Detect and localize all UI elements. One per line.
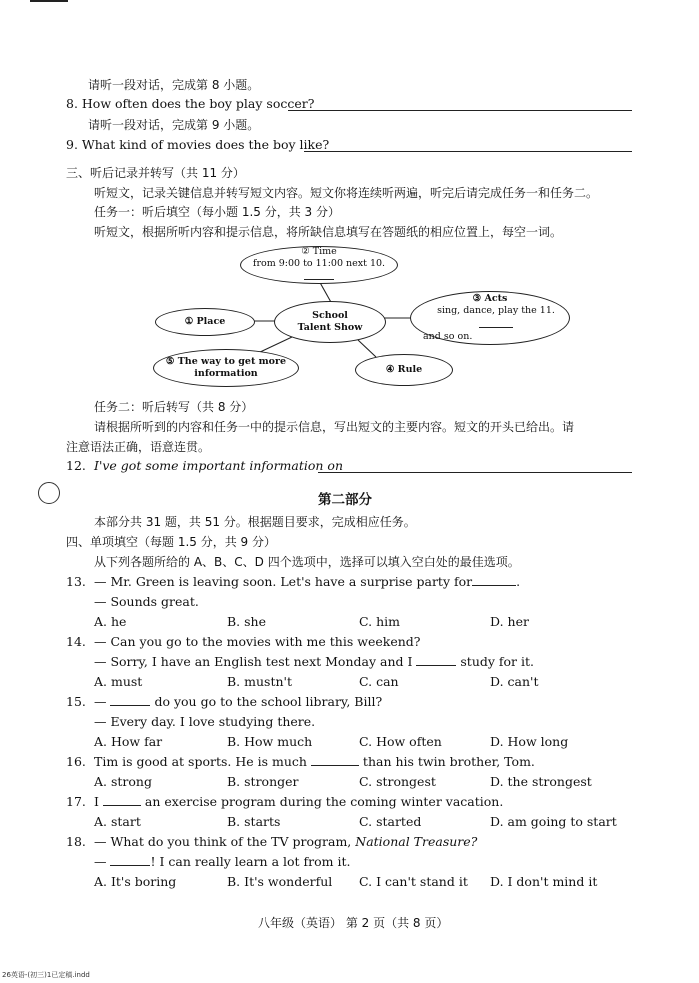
mindmap-place-label: ① Place [184, 316, 226, 328]
q18-option-c[interactable]: C. I can't stand it [359, 874, 468, 889]
q16-text: Tim is good at sports. He is much [94, 754, 307, 769]
question-15-number: 15. [66, 694, 86, 709]
task-1-title: 任务一：听后填空（每小题 1.5 分，共 3 分） [94, 205, 340, 219]
mindmap-center-bubble [274, 301, 386, 343]
q13-blank[interactable] [472, 575, 516, 586]
binding-hole [38, 482, 60, 504]
question-18-number: 18. [66, 834, 86, 849]
mindmap-rule-label: ④ Rule [385, 364, 423, 376]
mindmap-center-line1: School [312, 310, 348, 322]
section-3-heading: 三、听后记录并转写（共 11 分） [66, 166, 245, 180]
mindmap-time-text: from 9:00 to 11:00 next 10. [252, 257, 386, 269]
question-12-number: 12. [66, 458, 86, 473]
q15-text: do you go to the school library, Bill? [154, 694, 383, 709]
q17-option-a[interactable]: A. start [94, 814, 141, 829]
q13-punct: . [516, 574, 521, 589]
q15-dash: — [94, 694, 107, 709]
q18-option-b[interactable]: B. It's wonderful [227, 874, 333, 889]
q14-option-c[interactable]: C. can [359, 674, 399, 689]
question-18-line2 [94, 854, 350, 869]
q13-text: — Mr. Green is leaving soon. Let's have a surprise party for [94, 574, 473, 589]
q17-blank[interactable] [103, 795, 141, 806]
mindmap-way-line2: information [194, 368, 258, 379]
q14-blank[interactable] [416, 655, 456, 666]
q15-blank[interactable] [110, 695, 150, 706]
q17-text-post: an exercise program during the coming winter vacation. [144, 794, 504, 809]
q18-option-d[interactable]: D. I don't mind it [490, 874, 598, 889]
answer-line-12[interactable] [318, 472, 632, 473]
q14-option-b[interactable]: B. mustn't [227, 674, 292, 689]
q14-text: — Sorry, I have an English test next Monday and I [94, 654, 413, 669]
mindmap-acts-title: ③ Acts [472, 292, 508, 304]
q15-option-b[interactable]: B. How much [227, 734, 313, 749]
section-4-instruction: 从下列各题所给的 A、B、C、D 四个选项中，选择可以填入空白处的最佳选项。 [94, 555, 520, 569]
q17-option-b[interactable]: B. starts [227, 814, 281, 829]
part-2-intro: 本部分共 31 题，共 51 分。根据题目要求，完成相应任务。 [94, 515, 416, 529]
answer-line-8[interactable] [288, 110, 632, 111]
question-13-line2: — Sounds great. [94, 594, 199, 609]
task-2-title: 任务二：听后转写（共 8 分） [94, 400, 254, 414]
q18-blank[interactable] [110, 855, 150, 866]
q17-option-d[interactable]: D. am going to start [490, 814, 617, 829]
page-footer: 八年级（英语） 第 2 页（共 8 页） [258, 916, 449, 930]
q18-dash: — [94, 854, 107, 869]
question-14-line1: — Can you go to the movies with me this weekend? [94, 634, 421, 649]
question-17-number: 17. [66, 794, 86, 809]
q15-option-a[interactable]: A. How far [94, 734, 163, 749]
question-18-line1 [94, 834, 477, 849]
question-15-line2: — Every day. I love studying there. [94, 714, 316, 729]
q16-option-d[interactable]: D. the strongest [490, 774, 592, 789]
mindmap-time-title: ② Time [301, 245, 337, 257]
question-9: 9. What kind of movies does the boy like? [66, 137, 330, 152]
question-13-line1 [94, 574, 520, 589]
mindmap-time-line [241, 258, 397, 285]
q18-text-post: ! I can really learn a lot from it. [150, 854, 351, 869]
question-15-line1 [94, 694, 382, 709]
q14-option-a[interactable]: A. must [94, 674, 143, 689]
mindmap-way-bubble [153, 349, 299, 387]
q14-text-post: study for it. [460, 654, 534, 669]
mindmap-center-line2: Talent Show [297, 322, 363, 333]
connector-way [258, 337, 292, 353]
question-13-number: 13. [66, 574, 86, 589]
mindmap-acts-line1 [411, 305, 569, 332]
question-17-line1 [94, 794, 503, 809]
section-4-heading: 四、单项填空（每题 1.5 分，共 9 分） [66, 535, 276, 549]
top-rule [30, 0, 68, 2]
q13-option-c[interactable]: C. him [359, 614, 400, 629]
mindmap-place-bubble [155, 308, 255, 336]
q16-option-c[interactable]: C. strongest [359, 774, 436, 789]
q17-option-c[interactable]: C. started [359, 814, 422, 829]
section-3-intro: 听短文，记录关键信息并转写短文内容。短文你将连续听两遍，听完后请完成任务一和任务二。 [94, 186, 599, 200]
question-16-line1 [94, 754, 535, 769]
q13-option-d[interactable]: D. her [490, 614, 529, 629]
question-14-number: 14. [66, 634, 86, 649]
q16-blank[interactable] [311, 755, 359, 766]
q16-text-post: than his twin brother, Tom. [362, 754, 535, 769]
question-12-text: I've got some important information on [94, 458, 343, 473]
mindmap-acts-text1: sing, dance, play the 11. [437, 304, 555, 316]
mindmap-time-bubble [240, 246, 398, 284]
q15-option-c[interactable]: C. How often [359, 734, 442, 749]
q13-option-b[interactable]: B. she [227, 614, 266, 629]
q18-program-title: National Treasure? [355, 834, 478, 849]
mindmap-acts-text2: and so on. [423, 331, 473, 343]
q18-text: — What do you think of the TV program, [94, 834, 352, 849]
q15-option-d[interactable]: D. How long [490, 734, 569, 749]
q16-option-a[interactable]: A. strong [94, 774, 152, 789]
mindmap-acts-bubble [410, 291, 570, 345]
q18-option-a[interactable]: A. It's boring [94, 874, 177, 889]
file-label: 26英语-(初三)1已定稿.indd [2, 971, 90, 979]
question-16-number: 16. [66, 754, 86, 769]
task-1-instruction: 听短文，根据所听内容和提示信息，将所缺信息填写在答题纸的相应位置上，每空一词。 [94, 225, 563, 239]
task-2-instruction-2: 注意语法正确，语意连贯。 [66, 440, 211, 454]
part-2-title: 第二部分 [318, 492, 372, 508]
instruction-q8: 请听一段对话，完成第 8 小题。 [88, 78, 260, 92]
blank-10[interactable] [304, 269, 334, 280]
q16-option-b[interactable]: B. stronger [227, 774, 299, 789]
q14-option-d[interactable]: D. can't [490, 674, 539, 689]
instruction-q9: 请听一段对话，完成第 9 小题。 [88, 118, 260, 132]
question-8: 8. How often does the boy play soccer? [66, 96, 315, 111]
question-14-line2 [94, 654, 534, 669]
q13-option-a[interactable]: A. he [94, 614, 127, 629]
blank-11[interactable] [479, 317, 513, 328]
connector-rule [358, 340, 376, 357]
mindmap-rule-bubble [355, 354, 453, 386]
mindmap-way-line1: ⑤ The way to get more [165, 356, 287, 368]
task-2-instruction-1: 请根据所听到的内容和任务一中的提示信息，写出短文的主要内容。短文的开头已给出。请 [94, 420, 575, 434]
q17-text: I [94, 794, 99, 809]
answer-line-9[interactable] [304, 151, 632, 152]
